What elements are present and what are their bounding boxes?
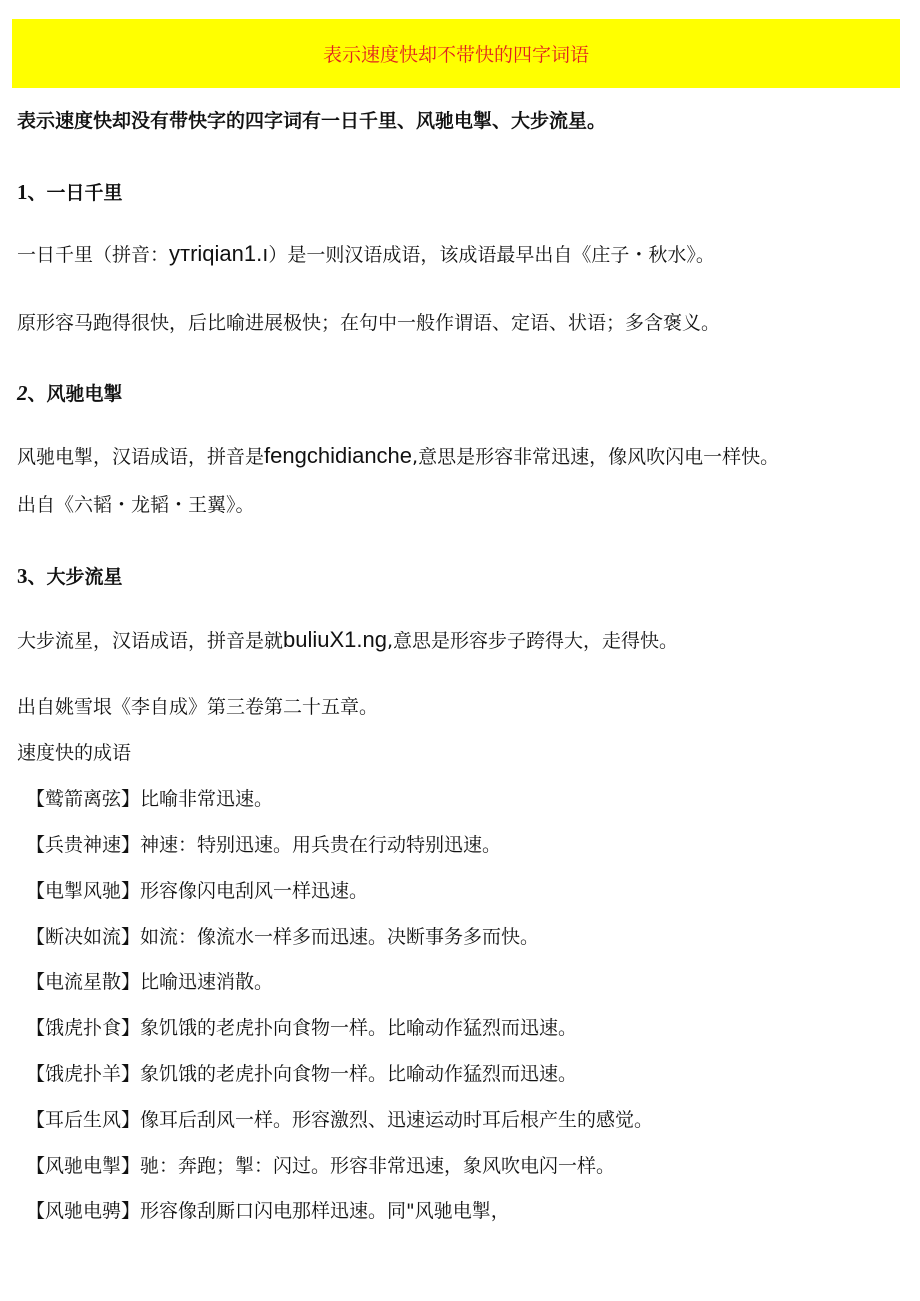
idiom-term: 【饿虎扑食】 xyxy=(26,1017,141,1039)
list-item xyxy=(26,1196,510,1223)
section-1-p1-rest: ）是一则汉语成语，该成语最早出自《庄子・秋水》。 xyxy=(268,244,715,266)
section-1-paragraph-2: 原形容马跑得很快，后比喻进展极快；在句中一般作谓语、定语、状语；多含褒义。 xyxy=(17,312,721,334)
list-item xyxy=(26,1151,615,1178)
list-item xyxy=(26,784,273,811)
section-3-number: 3 xyxy=(17,564,28,588)
list-item xyxy=(26,830,501,857)
idiom-desc: 比喻非常迅速。 xyxy=(140,788,274,810)
title-banner xyxy=(12,19,900,88)
idiom-desc: 比喻迅速消散。 xyxy=(140,971,274,993)
idiom-desc: 形容像闪电刮风一样迅速。 xyxy=(140,880,369,902)
idiom-term: 【鹫箭离弦】 xyxy=(26,788,141,810)
section-2-paragraph-1 xyxy=(17,442,779,469)
section-2-paragraph-2: 出自《六韬・龙韬・王翼》。 xyxy=(17,494,255,516)
list-item xyxy=(26,876,368,903)
list-item xyxy=(26,922,539,949)
section-2-separator: 、 xyxy=(27,383,47,405)
section-3-paragraph-2: 出自姚雪垠《李自成》第三卷第二十五章。 xyxy=(17,696,379,718)
section-2-heading xyxy=(17,379,123,406)
section-2-number: 2 xyxy=(17,381,28,405)
idiom-desc: 驰：奔跑；掣：闪过。形容非常迅速，象风吹电闪一样。 xyxy=(140,1155,616,1177)
section-3-pinyin: buliuX1.ng xyxy=(283,627,387,652)
idiom-desc: 神速：特别迅速。用兵贵在行动特别迅速。 xyxy=(140,834,502,856)
idiom-term: 【风驰电掣】 xyxy=(26,1155,141,1177)
section-2-p1-text: 风驰电掣，汉语成语，拼音是 xyxy=(17,446,265,468)
idiom-term: 【耳后生风】 xyxy=(26,1109,141,1131)
idiom-desc: 如流：像流水一样多而迅速。决断事务多而快。 xyxy=(140,926,540,948)
section-3-p1-text: 大步流星，汉语成语，拼音是就 xyxy=(17,630,284,652)
section-3-heading xyxy=(17,562,123,589)
banner-title: 表示速度快却不带快的四字词语 xyxy=(322,44,589,66)
list-title: 速度快的成语 xyxy=(17,742,132,764)
section-1-paragraph-1 xyxy=(17,240,715,267)
list-item xyxy=(26,1105,653,1132)
list-item xyxy=(26,967,273,994)
section-1-number: 1 xyxy=(17,180,28,204)
section-1-heading xyxy=(17,178,123,205)
list-item xyxy=(26,1059,577,1086)
section-3-paragraph-1 xyxy=(17,626,678,653)
idiom-desc: 像耳后刮风一样。形容激烈、迅速运动时耳后根产生的感觉。 xyxy=(140,1109,654,1131)
section-3-title: 大步流星 xyxy=(46,566,123,588)
section-1-p1-text: 一日千里（拼音： xyxy=(17,244,170,266)
section-1-pinyin: yтriqian1.ı xyxy=(169,241,269,266)
intro-text: 表示速度快却没有带快字的四字词有一日千里、风驰电掣、大步流星。 xyxy=(17,110,607,132)
section-2-title: 风驰电掣 xyxy=(46,383,123,405)
section-3-p1-rest: ,意思是形容步子跨得大，走得快。 xyxy=(387,630,679,652)
section-3-separator: 、 xyxy=(27,566,47,588)
list-item xyxy=(26,1013,577,1040)
idiom-term: 【兵贵神速】 xyxy=(26,834,141,856)
idiom-term: 【电掣风驰】 xyxy=(26,880,141,902)
idiom-desc: 象饥饿的老虎扑向食物一样。比喻动作猛烈而迅速。 xyxy=(140,1017,578,1039)
section-2-p1-rest: ,意思是形容非常迅速，像风吹闪电一样快。 xyxy=(412,446,780,468)
idiom-term: 【风驰电骋】 xyxy=(26,1200,141,1222)
section-1-title: 一日千里 xyxy=(46,182,123,204)
section-1-separator: 、 xyxy=(27,182,47,204)
idiom-desc: 形容像刮厮口闪电那样迅速。同"风驰电掣， xyxy=(140,1200,510,1222)
idiom-desc: 象饥饿的老虎扑向食物一样。比喻动作猛烈而迅速。 xyxy=(140,1063,578,1085)
section-2-pinyin: fengchidianche xyxy=(264,443,413,468)
idiom-term: 【断决如流】 xyxy=(26,926,141,948)
idiom-term: 【电流星散】 xyxy=(26,971,141,993)
idiom-term: 【饿虎扑羊】 xyxy=(26,1063,141,1085)
